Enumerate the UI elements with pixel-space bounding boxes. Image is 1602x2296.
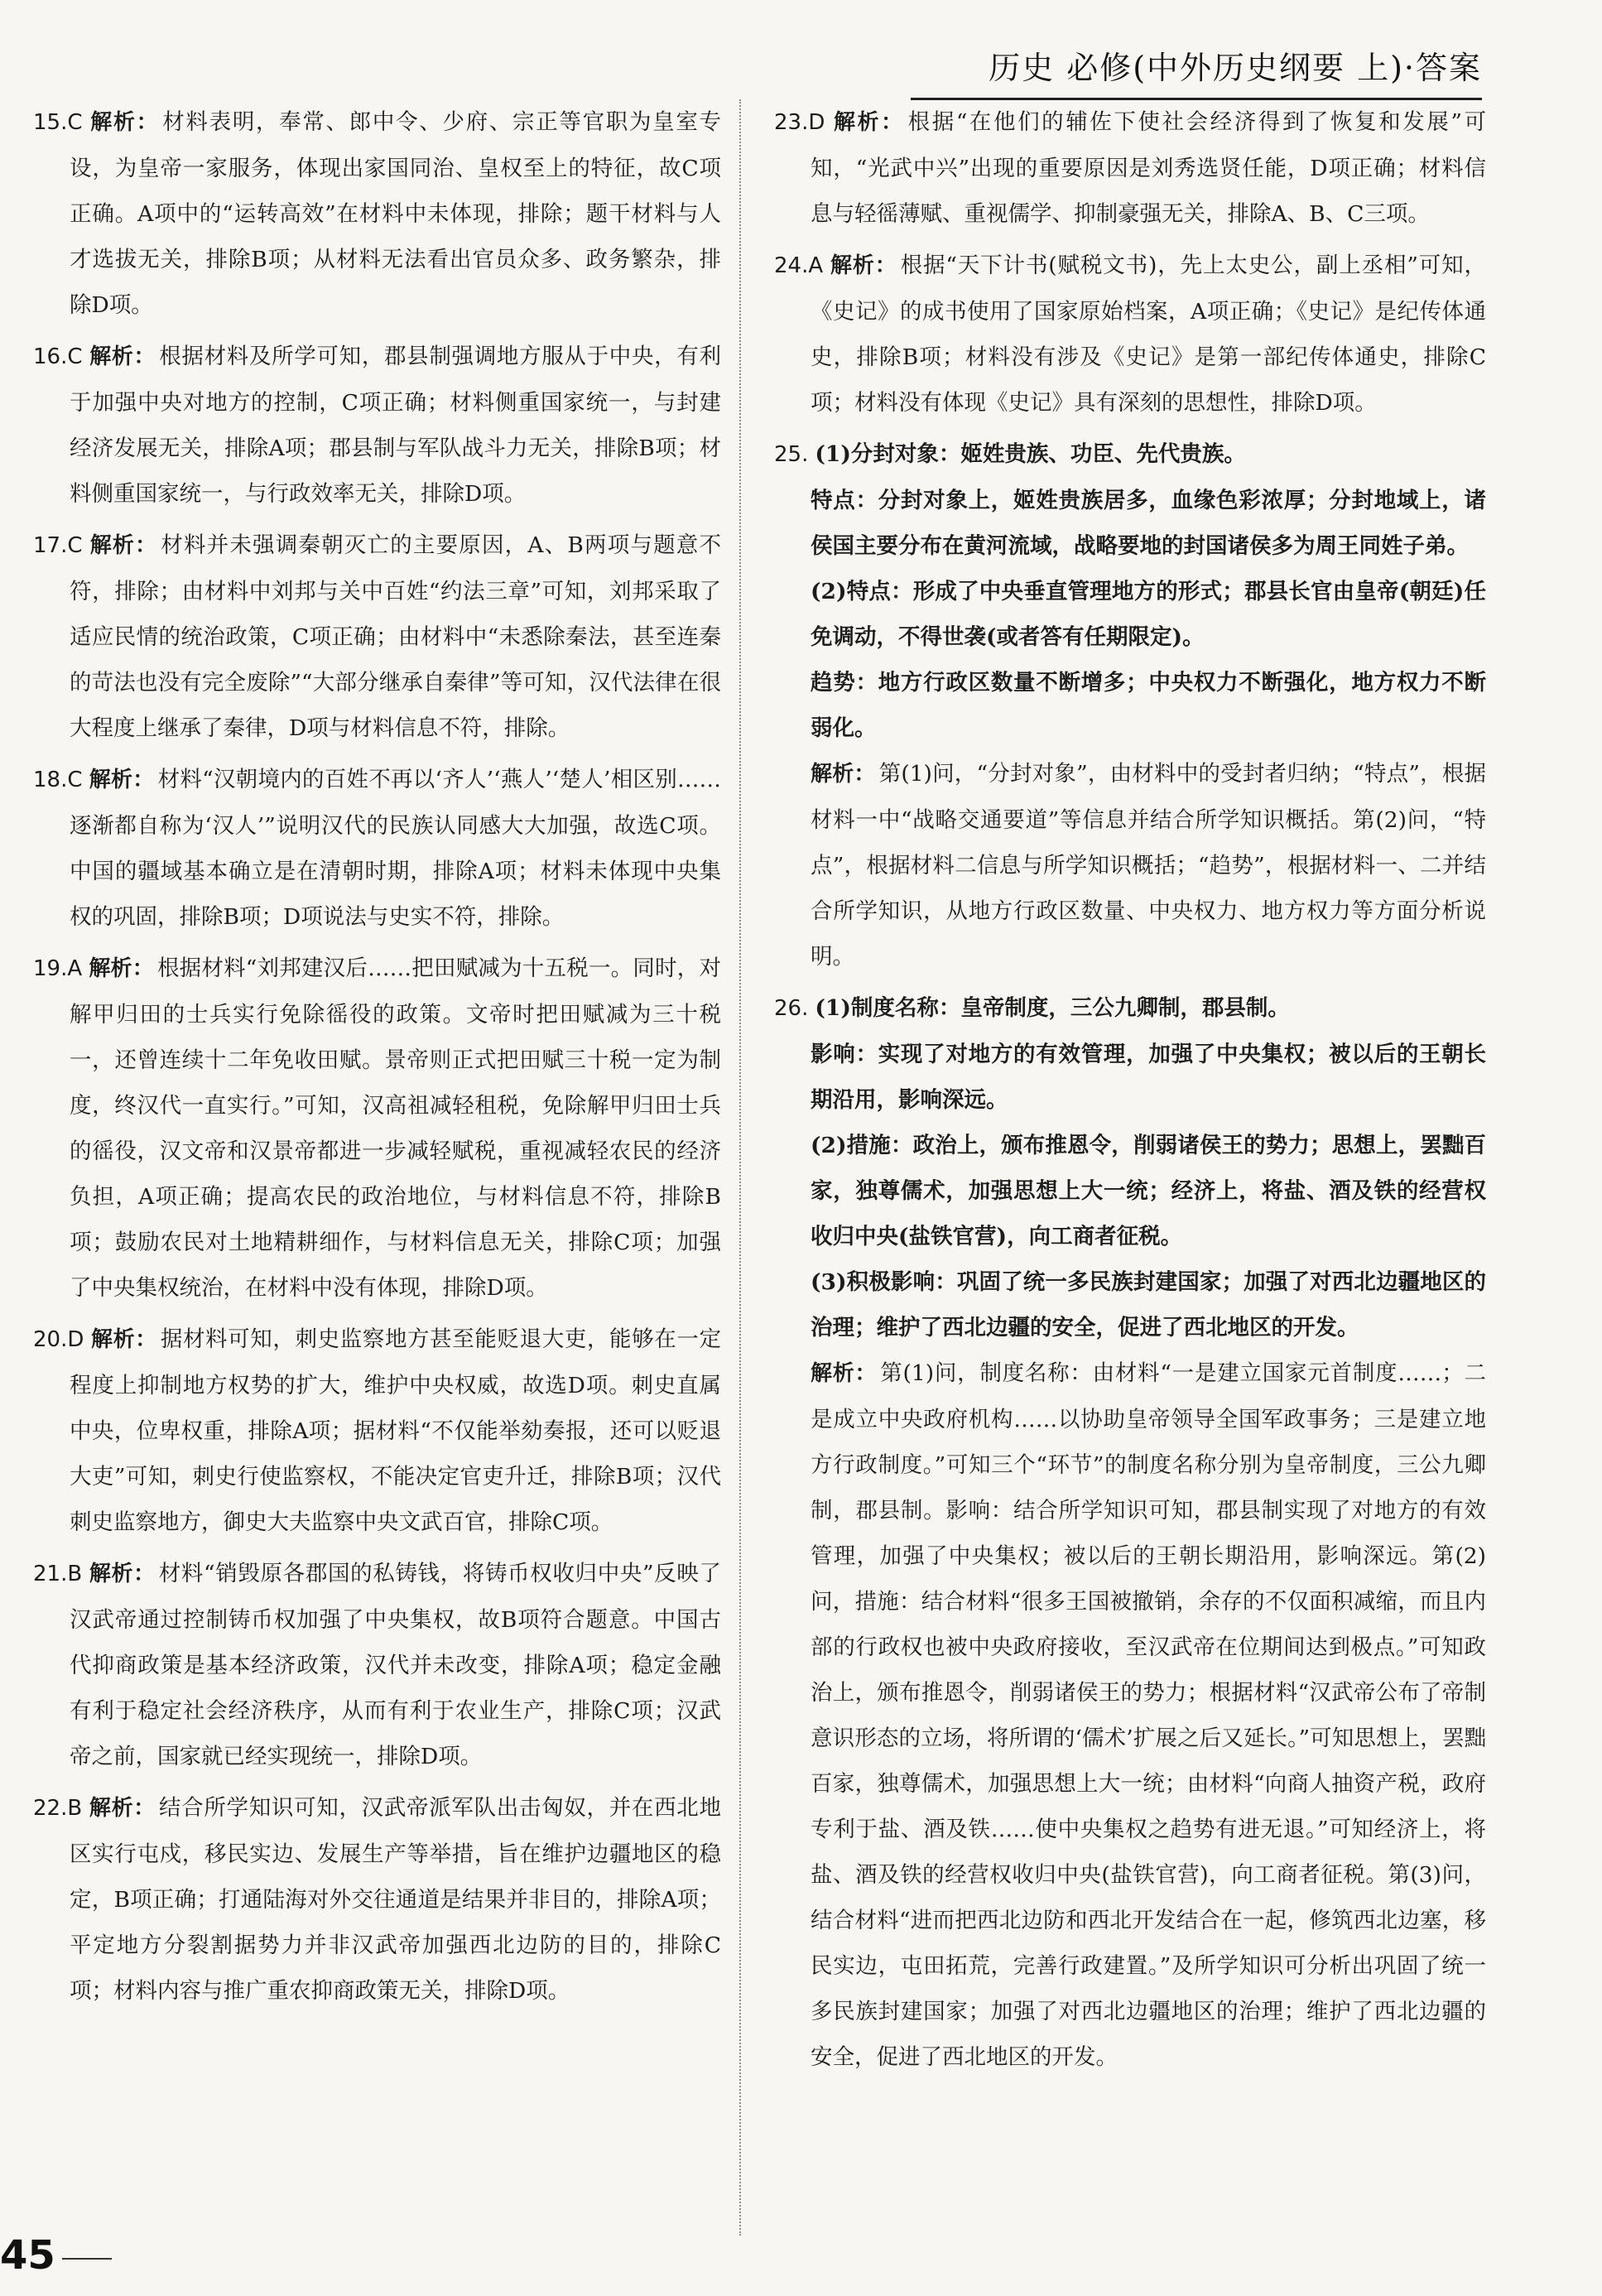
answer-text: 材料并未强调秦朝灭亡的主要原因，A、B两项与题意不符，排除；由材料中刘邦与关中百姓“约法三章”可知，刘邦采取了适应民情的统治政策，C项正确；由材料中“未悉除秦法，甚至连秦的苛法也没有完全废除”“大部分继承自秦律”等可知，汉代法律在很大程度上继承了秦律，D项与材料信息不符，排除。	[70, 532, 721, 741]
answer-part-3-impact: (3)积极影响：巩固了统一多民族封建国家；加强了对西北边疆地区的治理；维护了西北边疆的安全，促进了西北地区的开发。	[811, 1269, 1486, 1341]
answer-part-2-trend: 趋势：地方行政区数量不断增多；中央权力不断强化，地方权力不断弱化。	[811, 670, 1486, 741]
analysis-label: 解析：	[90, 1327, 157, 1352]
answer-item-20	[33, 1316, 721, 1545]
answer-part-2-measures: (2)措施：政治上，颁布推恩令，削弱诸侯王的势力；思想上，罢黜百家，独尊儒术，加强思想上大一统；经济上，将盐、酒及铁的经营权收归中央(盐铁官营)，向工商者征税。	[811, 1133, 1486, 1249]
answer-number: 19.A	[33, 956, 83, 981]
answer-number: 23.D	[774, 110, 825, 135]
answer-number: 15.C	[33, 110, 83, 135]
answer-item-18	[33, 757, 721, 940]
answer-number: 26.	[774, 996, 809, 1021]
answer-part-1-feature: 特点：分封对象上，姬姓贵族居多，血缘色彩浓厚；分封地域上，诸侯国主要分布在黄河流域，战略要地的封国诸侯多为周王同姓子弟。	[811, 488, 1486, 559]
answer-item-24	[774, 243, 1486, 426]
answer-text: 根据材料及所学可知，郡县制强调地方服从于中央，有利于加强中央对地方的控制，C项正确；材料侧重国家统一，与封建经济发展无关，排除A项；郡县制与军队战斗力无关，排除B项；材料侧重国家统一，与行政效率无关，排除D项。	[70, 344, 721, 507]
answer-text: 材料表明，奉常、郎中令、少府、宗正等官职为皇室专设，为皇帝一家服务，体现出家国同治、皇权至上的特征，故C项正确。A项中的“运转高效”在材料中未体现，排除；题干材料与人才选拔无关，排除B项；从材料无法看出官员众多、政务繁杂，排除D项。	[70, 109, 721, 318]
analysis-text: 第(1)问，制度名称：由材料“一是建立国家元首制度……；二是成立中央政府机构……以协助皇帝领导全国军政事务；三是建立地方行政制度。”可知三个“环节”的制度名称分别为皇帝制度，三公九卿制，郡县制。影响：结合所学知识可知，郡县制实现了对地方的有效管理，加强了中央集权；被以后的王朝长期沿用，影响深远。第(2)问，措施：结合材料“很多王国被撤销，余存的不仅面积减缩，而且内部的行政权也被中央政府接收，至汉武帝在位期间达到极点。”可知政治上，颁布推恩令，削弱诸侯王的势力；根据材料“汉武帝公布了帝制意识形态的立场，将所谓的‘儒术’扩展之后又延长。”可知思想上，罢黜百家，独尊儒术，加强思想上大一统；由材料“向商人抽资产税，政府专利于盐、酒及铁……使中央集权之趋势有进无退。”可知经济上，将盐、酒及铁的经营权收归中央(盐铁官营)，向工商者征税。第(3)问，结合材料“进而把西北边防和西北开发结合在一起，修筑西北边塞，移民实边，屯田拓荒，完善行政建置。”及所学知识可分析出巩固了统一多民族封建国家；加强了对西北边疆地区的治理；维护了西北边疆的安全，促进了西北地区的开发。	[811, 1360, 1486, 2070]
answer-item-25	[774, 431, 1486, 980]
answer-number: 18.C	[33, 768, 83, 792]
right-column	[774, 99, 1486, 2086]
answer-text: 根据“天下计书(赋税文书)，先上太史公，副上丞相”可知，《史记》的成书使用了国家原始档案，A项正确；《史记》是纪传体通史，排除B项；材料没有涉及《史记》是第一部纪传体通史，排除C项；材料没有体现《史记》具有深刻的思想性，排除D项。	[811, 253, 1486, 416]
answer-part-1-impact: 影响：实现了对地方的有效管理，加强了中央集权；被以后的王朝长期沿用，影响深远。	[811, 1042, 1486, 1113]
answer-number: 20.D	[33, 1327, 84, 1352]
answer-text: 根据“在他们的辅佐下使社会经济得到了恢复和发展”可知，“光武中兴”出现的重要原因是刘秀选贤任能，D项正确；材料信息与轻徭薄赋、重视儒学、抑制豪强无关，排除A、B、C三项。	[811, 109, 1486, 227]
answer-number: 21.B	[33, 1562, 83, 1586]
header-title: 历史 必修(中外历史纲要 上)·答案	[989, 50, 1482, 86]
analysis-label: 解析：	[89, 110, 160, 135]
footer-rule	[62, 2258, 112, 2260]
answer-number: 17.C	[33, 533, 83, 558]
analysis-label: 解析：	[89, 344, 156, 369]
answer-part-2-feature: (2)特点：形成了中央垂直管理地方的形式；郡县长官由皇帝(朝廷)任免调动，不得世袭(或者答有任期限定)。	[811, 579, 1486, 650]
answer-number: 25.	[774, 442, 809, 467]
answer-number: 16.C	[33, 344, 83, 369]
page-header	[911, 43, 1482, 100]
analysis-label: 解析：	[811, 762, 876, 787]
answer-item-23	[774, 99, 1486, 237]
answer-number: 22.B	[33, 1796, 83, 1821]
answer-item-16	[33, 334, 721, 517]
answer-part-1-object: (1)分封对象：姬姓贵族、功臣、先代贵族。	[815, 441, 1246, 467]
answer-item-15	[33, 99, 721, 328]
answer-text: 材料“销毁原各郡国的私铸钱，将铸币权收归中央”反映了汉武帝通过控制铸币权加强了中央集权，故B项符合题意。中国古代抑商政策是基本经济政策，汉代并未改变，排除A项；稳定金融有利于稳定社会经济秩序，从而有利于农业生产，排除C项；汉武帝之前，国家就已经实现统一，排除D项。	[70, 1561, 721, 1769]
left-column	[33, 99, 741, 2236]
answer-text: 据材料可知，刺史监察地方甚至能贬退大吏，能够在一定程度上抑制地方权势的扩大，维护中央权威，故选D项。刺史直属中央，位卑权重，排除A项；据材料“不仅能举劾奏报，还可以贬退大吏”可知，刺史行使监察权，不能决定官吏升迁，排除B项；汉代刺史监察地方，御史大夫监察中央文武百官，排除C项。	[70, 1326, 721, 1535]
answer-part-1-system: (1)制度名称：皇帝制度，三公九卿制，郡县制。	[815, 995, 1290, 1021]
analysis-label: 解析：	[830, 253, 897, 278]
analysis-label: 解析：	[89, 1796, 156, 1821]
analysis-label: 解析：	[89, 956, 154, 981]
answer-text: 材料“汉朝境内的百姓不再以‘齐人’‘燕人’‘楚人’相区别……逐渐都自称为‘汉人’”说明汉代的民族认同感大大加强，故选C项。中国的疆域基本确立是在清朝时期，排除A项；材料未体现中央集权的巩固，排除B项；D项说法与史实不符，排除。	[70, 767, 721, 930]
answer-item-26	[774, 985, 1486, 2080]
page-number: 45	[0, 2232, 55, 2279]
analysis-label: 解析：	[831, 110, 905, 135]
answer-item-22	[33, 1785, 721, 2014]
answer-text: 结合所学知识可知，汉武帝派军队出击匈奴，并在西北地区实行屯戍，移民实边、发展生产等举措，旨在维护边疆地区的稳定，B项正确；打通陆海对外交往通道是结果并非目的，排除A项；平定地方分裂割据势力并非汉武帝加强西北边防的目的，排除C项；材料内容与推广重农抑商政策无关，排除D项。	[70, 1795, 721, 2004]
answer-item-17	[33, 522, 721, 751]
analysis-label: 解析：	[811, 1361, 878, 1386]
analysis-text: 第(1)问，“分封对象”，由材料中的受封者归纳；“特点”，根据材料一中“战略交通要道”等信息并结合所学知识概括。第(2)问，“特点”，根据材料二信息与所学知识概括；“趋势”，根据材料一、二并结合所学知识，从地方行政区数量、中央权力、地方权力等方面分析说明。	[811, 761, 1486, 970]
answer-item-19	[33, 946, 721, 1311]
answer-text: 根据材料“刘邦建汉后……把田赋减为十五税一。同时，对解甲归田的士兵实行免除徭役的政策。文帝时把田赋减为三十税一，还曾连续十二年免收田赋。景帝则正式把田赋三十税一定为制度，终汉代一直实行。”可知，汉高祖减轻租税，免除解甲归田士兵的徭役，汉文帝和汉景帝都进一步减轻赋税，重视减轻农民的经济负担，A项正确；提高农民的政治地位，与材料信息不符，排除B项；鼓励农民对土地精耕细作，与材料信息无关，排除C项；加强了中央集权统治，在材料中没有体现，排除D项。	[70, 955, 721, 1301]
answer-item-21	[33, 1551, 721, 1779]
answer-number: 24.A	[774, 253, 824, 278]
analysis-label: 解析：	[89, 1562, 156, 1586]
analysis-label: 解析：	[89, 768, 155, 792]
analysis-label: 解析：	[89, 533, 158, 558]
